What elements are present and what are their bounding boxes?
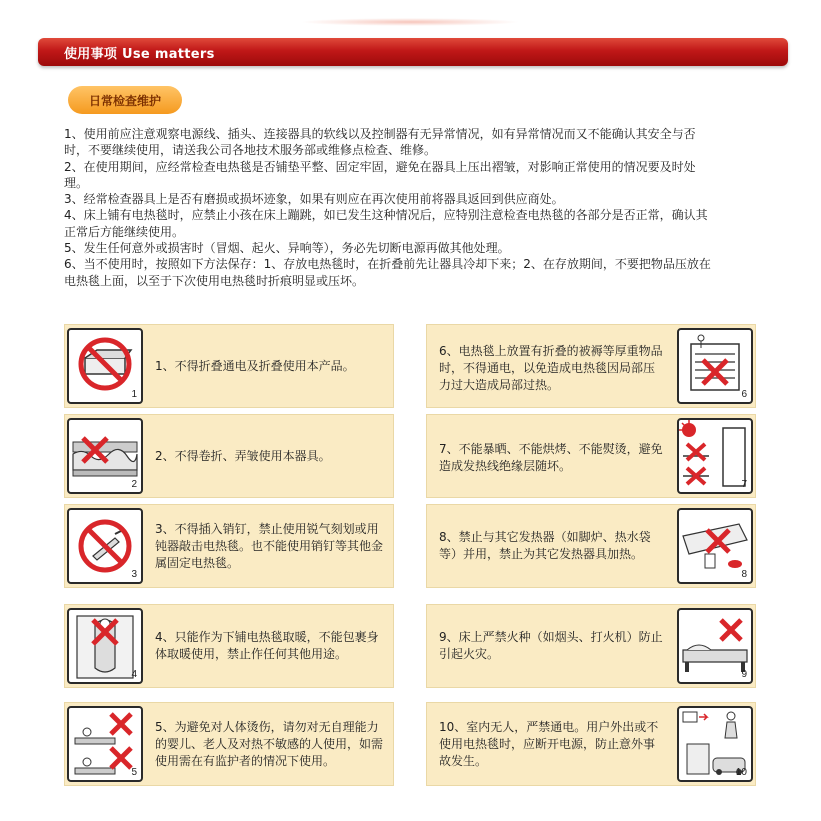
card-number: 4 xyxy=(131,669,137,680)
card-text: 8、禁止与其它发热器（如脚炉、热水袋等）并用，禁止为其它发热器具加热。 xyxy=(439,530,651,561)
card-text: 4、只能作为下铺电热毯取暖，不能包裹身体取暖使用，禁止作任何其他用途。 xyxy=(155,630,379,661)
header-title: 使用事项 Use matters xyxy=(64,47,215,62)
warning-card-1 xyxy=(64,324,394,408)
warning-card-3 xyxy=(64,504,394,588)
instruction-item-2: 2、在使用期间，应经常检查电热毯是否铺垫平整、固定牢固，避免在器具上压出褶皱，对影响正常使用的情况要及时处理。 xyxy=(64,159,696,190)
card-text: 1、不得折叠通电及折叠使用本产品。 xyxy=(155,359,355,373)
warning-card-2 xyxy=(64,414,394,498)
warning-card-7 xyxy=(426,414,756,498)
card-number: 8 xyxy=(741,569,747,580)
card-text: 6、电热毯上放置有折叠的被褥等厚重物品时，不得通电，以免造成电热毯因局部压力过大造成局部过热。 xyxy=(439,344,663,392)
warning-card-4 xyxy=(64,604,394,688)
sun-heat-iron-prohibited-icon xyxy=(677,418,753,494)
card-text: 10、室内无人，严禁通电。用户外出或不使用电热毯时，应断开电源，防止意外事故发生。 xyxy=(439,720,659,768)
card-number: 1 xyxy=(131,389,137,400)
wrinkled-blanket-prohibited-icon xyxy=(67,418,143,494)
instructions-list xyxy=(64,126,714,289)
infant-elderly-caution-icon xyxy=(67,706,143,782)
header-bar xyxy=(38,38,788,66)
warning-card-10 xyxy=(426,702,756,786)
instruction-item-3: 3、经常检查器具上是否有磨损或损坏迹象，如果有则应在再次使用前将器具返回到供应商处。 xyxy=(64,192,564,207)
card-text: 5、为避免对人体烫伤，请勿对无自理能力的婴儿、老人及对热不敏感的人使用，如需使用需在有监护者的情况下使用。 xyxy=(155,720,384,768)
instruction-item-6: 6、当不使用时，按照如下方法保存：1、存放电热毯时，在折叠前先让器具冷却下来；2、在存放期间，不要把物品压放在电热毯上面，以至于下次使用电热毯时折痕明显或压坏。 xyxy=(64,257,711,288)
card-number: 7 xyxy=(741,479,747,490)
warning-card-9 xyxy=(426,604,756,688)
card-number: 9 xyxy=(741,669,747,680)
card-text: 3、不得插入销钉，禁止使用锐气刻划或用钝器敲击电热毯。也不能使用销钉等其他金属固定电热毯。 xyxy=(155,522,384,570)
warning-card-8 xyxy=(426,504,756,588)
instruction-item-1: 1、使用前应注意观察电源线、插头、连接器具的软线以及控制器有无异常情况，如有异常情况而又不能确认其安全与否时，不要继续使用，请送我公司各地技术服务部或维修点检查、维修。 xyxy=(64,127,696,158)
section-label-pill: 日常检查维护 xyxy=(68,86,182,114)
instruction-item-4: 4、床上铺有电热毯时，应禁止小孩在床上蹦跳，如已发生这种情况后，应特别注意检查电热毯的各部分是否正常，确认其正常后方能继续使用。 xyxy=(64,208,708,239)
pin-prohibited-icon xyxy=(67,508,143,584)
top-glow-decoration xyxy=(300,18,520,26)
card-number: 6 xyxy=(741,389,747,400)
heavy-bedding-prohibited-icon xyxy=(677,328,753,404)
card-number: 3 xyxy=(131,569,137,580)
warning-card-6 xyxy=(426,324,756,408)
card-text: 7、不能暴晒、不能烘烤、不能熨烫，避免造成发热线绝缘层随坏。 xyxy=(439,442,663,473)
fire-on-bed-prohibited-icon xyxy=(677,608,753,684)
unattended-power-off-icon xyxy=(677,706,753,782)
body-wrap-prohibited-icon xyxy=(67,608,143,684)
card-text: 2、不得卷折、弄皱使用本器具。 xyxy=(155,449,331,463)
card-number: 10 xyxy=(735,767,747,778)
warning-card-5 xyxy=(64,702,394,786)
other-heater-prohibited-icon xyxy=(677,508,753,584)
card-number: 5 xyxy=(131,767,137,778)
card-number: 2 xyxy=(131,479,137,490)
folded-blanket-prohibited-icon xyxy=(67,328,143,404)
instruction-item-5: 5、发生任何意外或损害时（冒烟、起火、异响等），务必先切断电源再做其他处理。 xyxy=(64,241,510,256)
card-text: 9、床上严禁火种（如烟头、打火机）防止引起火灾。 xyxy=(439,630,663,661)
